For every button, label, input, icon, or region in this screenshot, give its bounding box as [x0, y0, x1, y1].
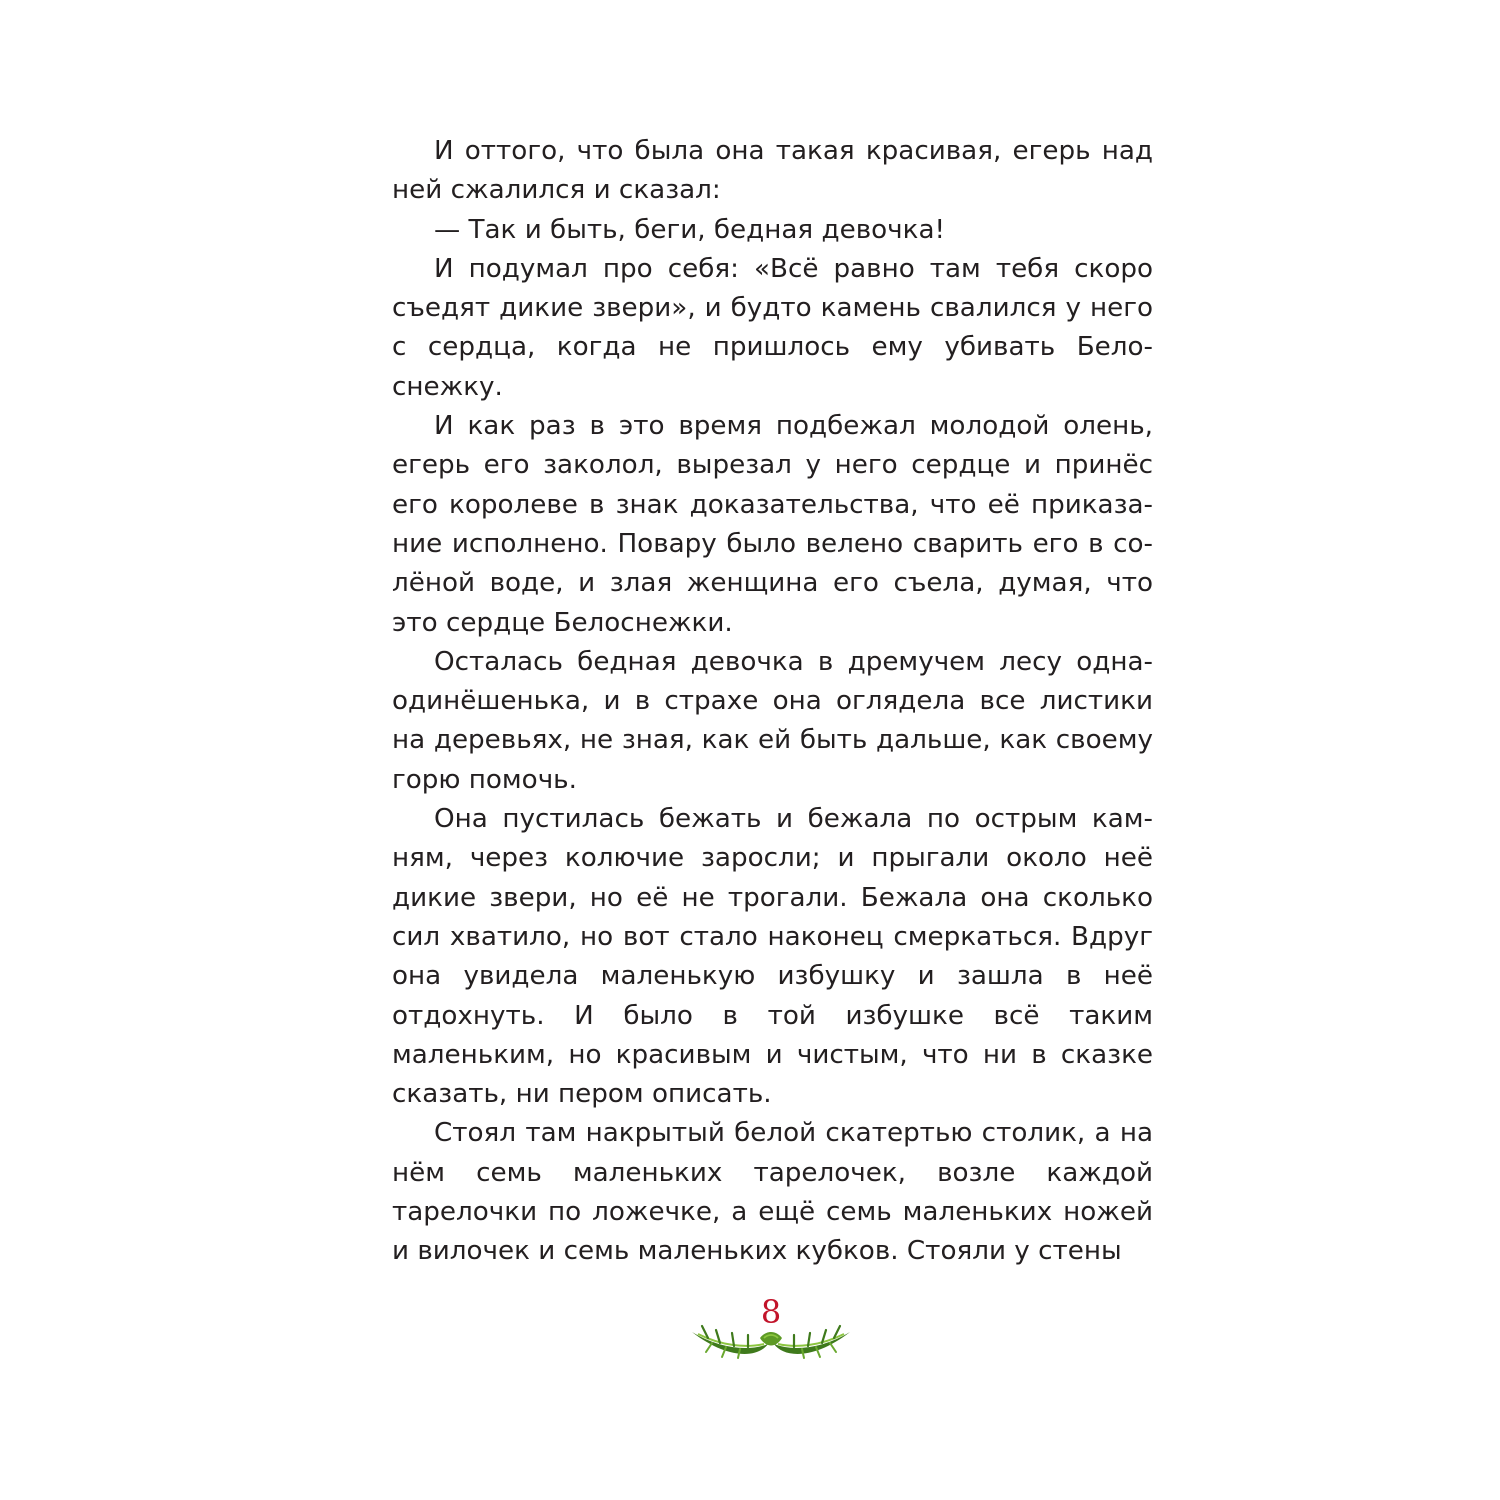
paragraph: И оттого, что была она такая красивая, егерь над ней сжалился и сказал: [392, 136, 1153, 206]
paragraph: Она пустилась бежать и бежала по острым камням, через колючие заросли; и прыгали около неё дикие звери, но её не трогали. Бежала она сколько сил хватило, но вот стало наконец смеркаться. Вдруг она увидела маленькую избушку и зашла в неё отдохнуть. И было в той избушке всё таким маленьким, но красивым и чистым, что ни в сказке сказать, ни пером описать. [392, 804, 1153, 1110]
page-number: 8 [760, 1293, 782, 1331]
paragraph: — Так и быть, беги, бедная девочка! [434, 214, 946, 245]
leaf-garland-icon [688, 1318, 854, 1362]
paragraph: Осталась бедная девочка в дремучем лесу одна-одинёшенька, и в страхе она оглядела все листики на деревьях, не зная, как ей быть дальше, как своему горю помочь. [392, 646, 1153, 795]
paragraph: И подумал про себя: «Всё равно там тебя скоро съедят дикие звери», и будто камень свалился у него с сердца, когда не пришлось ему убивать Белоснежку. [392, 253, 1153, 402]
story-text [392, 132, 1153, 1272]
paragraph: Стоял там накрытый белой скатертью столик, а на нём семь маленьких тарелочек, возле каждой тарелочки по ложечке, а ещё семь маленьких ножей и вилочек и семь маленьких кубков. Стояли у стены [392, 1118, 1153, 1267]
page-footer [688, 1292, 854, 1362]
paragraph: И как раз в это время подбежал молодой олень, егерь его заколол, вырезал у него сердце и принёс его королеве в знак доказательства, что её приказание исполнено. Повару было велено сварить его в солёной воде, и злая женщина его съела, думая, что это сердце Белоснежки. [392, 411, 1153, 638]
